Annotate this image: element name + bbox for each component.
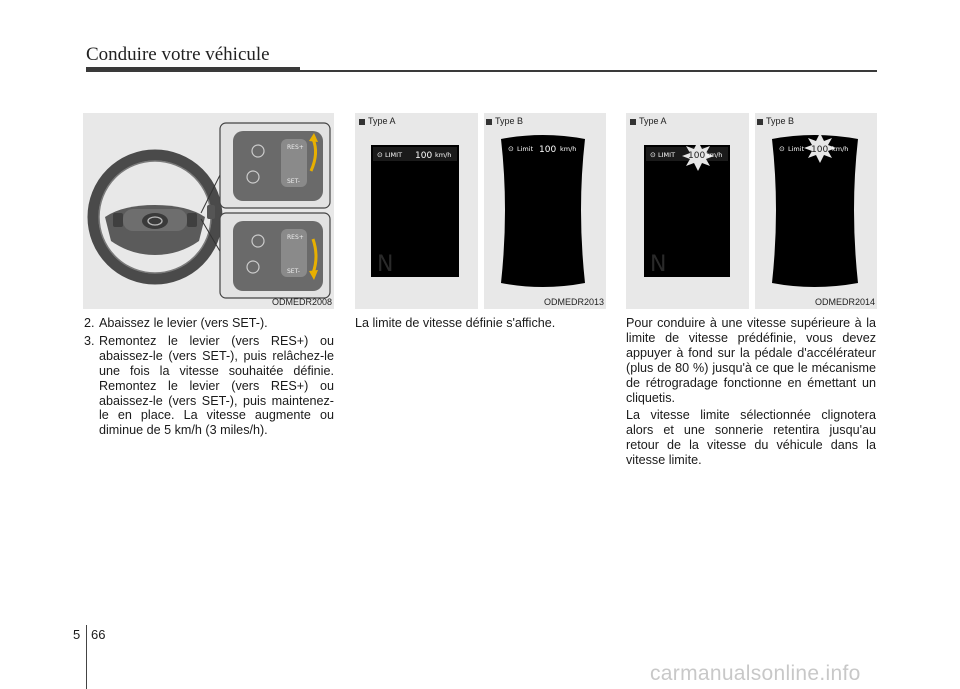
steering-wheel [93,155,217,279]
steering-wheel-illustration [83,113,334,309]
limit-icon-b: ⊙ [508,145,514,153]
page-number: 66 [91,627,106,642]
display-type-b [772,135,858,287]
footer-divider [86,625,87,689]
set-label-2: SET- [287,268,300,275]
list-item [84,334,334,438]
limit-icon: ⊙ [377,151,383,159]
res-label-2: RES+ [287,234,304,241]
speed-unit-a: km/h [435,151,452,159]
limit-text-b: Limit [788,145,805,153]
figure-code: ODMEDR2008 [271,297,332,307]
paragraph: La vitesse limite sélectionnée clignotera alors et une sonnerie retentira jusqu'au retour de la vitesse du véhicule dans la vitesse limite. [626,408,876,468]
paragraph: Pour conduire à une vitesse supérieure à la limite de vitesse prédéfinie, vous devez appuyer à fond sur la pédale d'accélérateur (plus de 80 %) jusqu'à ce que le mécanisme de rétrogradage fonctionne en émettant un cliquetis. [626,316,876,405]
figure-limit-flashing [626,113,877,309]
lever-detail-down [220,213,330,298]
speed-value-b: 100 [539,145,557,155]
type-a-label: Type A [359,116,396,126]
paragraph: La limite de vitesse définie s'affiche. [355,316,556,330]
limit-text-a: LIMIT [658,151,676,159]
res-label: RES+ [287,144,304,151]
figure-limit-display [355,113,606,309]
list-number: 2. [84,316,95,330]
figure-code: ODMEDR2014 [814,297,875,307]
speed-unit-a: km/h [706,151,723,159]
list-item [84,316,334,331]
type-b-label: Type B [486,116,523,126]
type-b-label: Type B [757,116,794,126]
list-text: Remontez le levier (vers RES+) ou abaissez-le (vers SET-), puis relâchez-le une fois la vitesse souhaitée définie. Remontez le levier (vers RES+) ou abaissez-le (vers SET-), puis maintenez-le en place. La vitesse augmente ou diminue de 5 km/h (3 miles/h). [99,333,334,438]
chapter-number: 5 [73,627,81,642]
limit-text-a: LIMIT [385,151,403,159]
gear-indicator: N [377,252,394,277]
page-title: Conduire votre véhicule [86,44,270,65]
column-2 [355,316,605,334]
list-number: 3. [84,333,95,348]
list-text: Abaissez le levier (vers SET-). [99,316,268,330]
figure-steering-wheel [83,113,334,309]
limit-icon-b: ⊙ [779,145,785,153]
watermark: carmanualsonline.info [650,662,861,685]
limit-text-b: Limit [517,145,534,153]
display-type-b [501,135,585,287]
header-bar [86,67,300,72]
gear-indicator: N [650,252,667,277]
column-3 [626,316,876,471]
column-1 [84,316,334,441]
speed-value-a: 100 [415,151,433,161]
speed-unit-b: km/h [832,145,849,153]
set-label: SET- [287,178,300,185]
speed-value-b: 100 [811,145,829,155]
limit-icon: ⊙ [650,151,656,159]
speed-value-a: 100 [688,151,706,161]
type-a-label: Type A [630,116,667,126]
figure-divider [749,113,755,309]
figure-divider [478,113,484,309]
lever-detail-up [220,123,330,208]
speed-unit-b: km/h [560,145,577,153]
header-rule [300,70,877,72]
figure-code: ODMEDR2013 [543,297,604,307]
